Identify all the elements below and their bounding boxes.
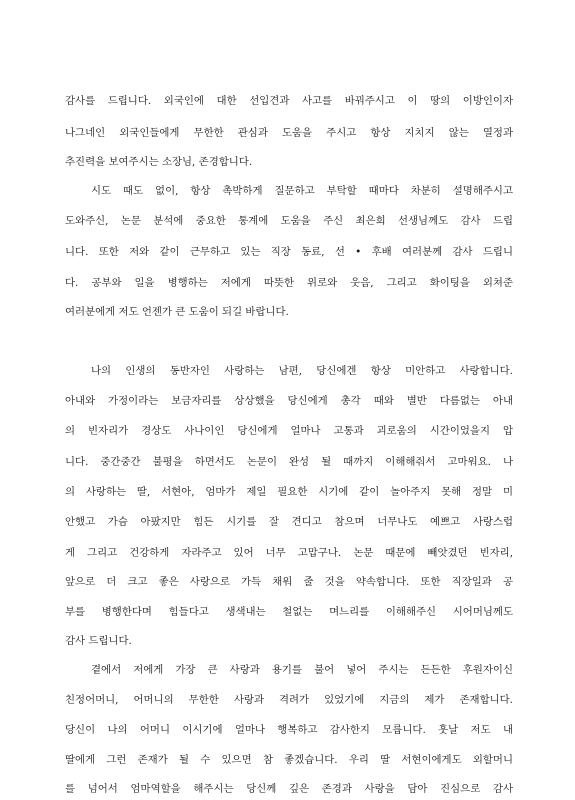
text-line: 나그네인 외국인들에게 무한한 관심과 도움을 주시고 항상 지치지 않는 열정과: [65, 127, 513, 139]
text-line: 게 그리고 건강하게 자라주고 있어 너무 고맙구나. 논문 때문에 빼앗겼던 빈자리,: [65, 547, 513, 559]
text-line: 안했고 가슴 아팠지만 힘든 시기를 잘 견디고 참으며 너무나도 예쁘고 사랑스럽: [65, 516, 513, 528]
text-line: 도와주신, 논문 분석에 중요한 통계에 도움을 주신 최은희 선생님께도 감사 드립: [65, 215, 513, 227]
text-line: 부를 병행한다며 힘들다고 생색내는 철없는 며느리를 이해해주신 시어머님께도: [65, 606, 513, 618]
text-line: 여러분에게 저도 언젠가 큰 도움이 되길 바랍니다.: [65, 306, 289, 318]
text-line: 곁에서 저에게 가장 큰 사랑과 용기를 불어 넣어 주시는 든든한 후원자이신: [91, 664, 513, 676]
text-line: 앞으로 더 크고 좋은 사랑으로 가득 채워 줄 것을 약속합니다. 또한 직장일과 공: [65, 576, 513, 588]
text-line: 의 빈자리가 경상도 사나이인 당신에게 얼마나 고통과 괴로움의 시간이었을지 압: [65, 425, 513, 437]
text-line: 감사를 드립니다. 외국인에 대한 선입견과 사고를 바꿔주시고 이 땅의 이방인이자: [65, 95, 513, 107]
text-line: 딸에게 그런 존재가 될 수 있으면 참 좋겠습니다. 우리 딸 서현이에게도 외할머니: [65, 754, 513, 766]
text-line: 당신이 나의 어머니 이시기에 얼마나 행복하고 감사한지 모릅니다. 훗날 저도 내: [65, 724, 513, 736]
text-line: 의 사랑하는 딸, 서현아, 엄마가 제일 필요한 시기에 같이 놀아주지 못해 정말 미: [65, 486, 513, 498]
text-line: 아내와 가정이라는 보금자리를 상상했을 당신에게 총각 때와 별반 다름없는 아내: [65, 395, 513, 407]
text-line: 니다. 또한 저와 같이 근무하고 있는 직장 동료, 선 • 후배 여러분께 감사 드립니: [65, 246, 513, 258]
text-line: 추진력을 보여주시는 소장님, 존경합니다.: [65, 156, 253, 168]
text-line: 나의 인생의 동반자인 사랑하는 남편, 당신에겐 항상 미안하고 사랑합니다.: [91, 365, 513, 377]
text-line: 친정어머니, 어머니의 무한한 사랑과 격려가 있었기에 지금의 제가 존재합니다.: [65, 694, 513, 706]
text-line: 시도 때도 없이, 항상 촉박하게 질문하고 부탁할 때마다 차분히 설명해주시고: [91, 185, 513, 197]
text-line: 니다. 중간중간 불평을 하면서도 논문이 완성 될 때까지 이해해줘서 고마워요. 나: [65, 456, 513, 468]
text-line: 다. 공부와 일을 병행하는 저에게 따뜻한 위로와 웃음, 그리고 화이팅을 외쳐준: [65, 277, 513, 289]
text-line: 를 넘어서 엄마역할을 해주시는 당신께 깊은 존경과 사랑을 담아 진심으로 감사: [65, 783, 513, 795]
text-line: 감사 드립니다.: [65, 635, 132, 647]
